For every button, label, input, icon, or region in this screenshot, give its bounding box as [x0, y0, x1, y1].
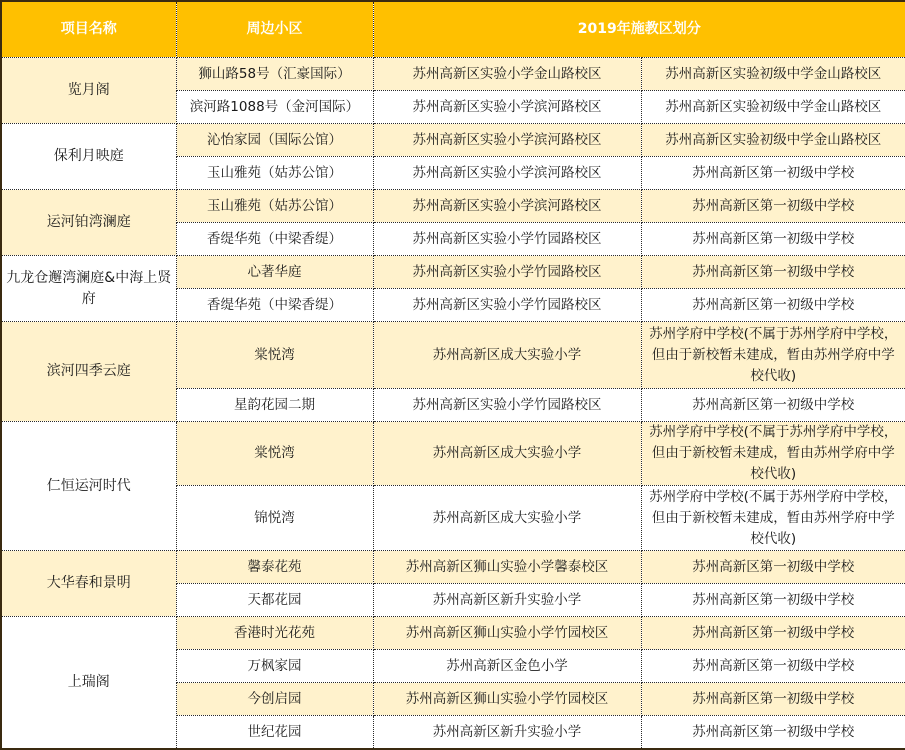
- primary-school-cell: 苏州高新区实验小学竹园路校区: [373, 389, 641, 422]
- community-cell: 香缇华苑（中梁香缇）: [176, 289, 373, 322]
- primary-school-cell: 苏州高新区成大实验小学: [373, 486, 641, 551]
- middle-school-cell: 苏州高新区第一初级中学校: [641, 289, 905, 322]
- table-row: [1, 422, 905, 486]
- table-row: [1, 322, 905, 389]
- table-row: [1, 256, 905, 289]
- community-cell: 心著华庭: [176, 256, 373, 289]
- community-cell: 万枫家园: [176, 650, 373, 683]
- community-cell: 滨河路1088号（金河国际）: [176, 91, 373, 124]
- header-zone-2019: 2019年施教区划分: [373, 1, 905, 58]
- community-cell: 香港时光花苑: [176, 617, 373, 650]
- project-name-cell: 仁恒运河时代: [1, 422, 176, 551]
- project-name-cell: 滨河四季云庭: [1, 322, 176, 422]
- primary-school-cell: 苏州高新区实验小学金山路校区: [373, 58, 641, 91]
- primary-school-cell: 苏州高新区狮山实验小学竹园校区: [373, 617, 641, 650]
- project-name-cell: 九龙仓邂湾澜庭&中海上贤府: [1, 256, 176, 322]
- middle-school-cell: 苏州高新区第一初级中学校: [641, 650, 905, 683]
- primary-school-cell: 苏州高新区新升实验小学: [373, 584, 641, 617]
- primary-school-cell: 苏州高新区实验小学滨河路校区: [373, 190, 641, 223]
- primary-school-cell: 苏州高新区实验小学竹园路校区: [373, 223, 641, 256]
- primary-school-cell: 苏州高新区金色小学: [373, 650, 641, 683]
- project-name-cell: 保利月映庭: [1, 124, 176, 190]
- community-cell: 沁怡家园（国际公馆）: [176, 124, 373, 157]
- community-cell: 玉山雅苑（姑苏公馆）: [176, 157, 373, 190]
- table-row: [1, 190, 905, 223]
- community-cell: 星韵花园二期: [176, 389, 373, 422]
- middle-school-cell: 苏州学府中学校(不属于苏州学府中学校，但由于新校暂未建成，暂由苏州学府中学校代收): [641, 486, 905, 551]
- header-project-name: 项目名称: [1, 1, 176, 58]
- community-cell: 天都花园: [176, 584, 373, 617]
- primary-school-cell: 苏州高新区狮山实验小学竹园校区: [373, 683, 641, 716]
- table-row: [1, 551, 905, 584]
- primary-school-cell: 苏州高新区狮山实验小学馨泰校区: [373, 551, 641, 584]
- header-nearby-community: 周边小区: [176, 1, 373, 58]
- table-row: [1, 124, 905, 157]
- project-name-cell: 运河铂湾澜庭: [1, 190, 176, 256]
- middle-school-cell: 苏州高新区第一初级中学校: [641, 256, 905, 289]
- middle-school-cell: 苏州高新区实验初级中学金山路校区: [641, 124, 905, 157]
- table-row: [1, 617, 905, 650]
- middle-school-cell: 苏州高新区第一初级中学校: [641, 157, 905, 190]
- table-row: [1, 58, 905, 91]
- community-cell: 棠悦湾: [176, 422, 373, 486]
- primary-school-cell: 苏州高新区实验小学滨河路校区: [373, 157, 641, 190]
- primary-school-cell: 苏州高新区成大实验小学: [373, 422, 641, 486]
- community-cell: 棠悦湾: [176, 322, 373, 389]
- middle-school-cell: 苏州高新区第一初级中学校: [641, 584, 905, 617]
- primary-school-cell: 苏州高新区实验小学滨河路校区: [373, 91, 641, 124]
- community-cell: 玉山雅苑（姑苏公馆）: [176, 190, 373, 223]
- community-cell: 香缇华苑（中梁香缇）: [176, 223, 373, 256]
- middle-school-cell: 苏州高新区第一初级中学校: [641, 716, 905, 750]
- header-row: [1, 1, 905, 58]
- project-name-cell: 览月阁: [1, 58, 176, 124]
- middle-school-cell: 苏州高新区第一初级中学校: [641, 683, 905, 716]
- community-cell: 今创启园: [176, 683, 373, 716]
- middle-school-cell: 苏州高新区实验初级中学金山路校区: [641, 58, 905, 91]
- primary-school-cell: 苏州高新区新升实验小学: [373, 716, 641, 750]
- middle-school-cell: 苏州高新区第一初级中学校: [641, 551, 905, 584]
- primary-school-cell: 苏州高新区实验小学竹园路校区: [373, 289, 641, 322]
- middle-school-cell: 苏州高新区第一初级中学校: [641, 617, 905, 650]
- middle-school-cell: 苏州学府中学校(不属于苏州学府中学校，但由于新校暂未建成，暂由苏州学府中学校代收): [641, 322, 905, 389]
- primary-school-cell: 苏州高新区实验小学滨河路校区: [373, 124, 641, 157]
- middle-school-cell: 苏州高新区第一初级中学校: [641, 190, 905, 223]
- community-cell: 世纪花园: [176, 716, 373, 750]
- community-cell: 锦悦湾: [176, 486, 373, 551]
- project-name-cell: 大华春和景明: [1, 551, 176, 617]
- middle-school-cell: 苏州高新区第一初级中学校: [641, 389, 905, 422]
- project-name-cell: 上瑞阁: [1, 617, 176, 750]
- primary-school-cell: 苏州高新区成大实验小学: [373, 322, 641, 389]
- middle-school-cell: 苏州学府中学校(不属于苏州学府中学校，但由于新校暂未建成，暂由苏州学府中学校代收): [641, 422, 905, 486]
- community-cell: 馨泰花苑: [176, 551, 373, 584]
- primary-school-cell: 苏州高新区实验小学竹园路校区: [373, 256, 641, 289]
- community-cell: 狮山路58号（汇豪国际）: [176, 58, 373, 91]
- middle-school-cell: 苏州高新区第一初级中学校: [641, 223, 905, 256]
- middle-school-cell: 苏州高新区实验初级中学金山路校区: [641, 91, 905, 124]
